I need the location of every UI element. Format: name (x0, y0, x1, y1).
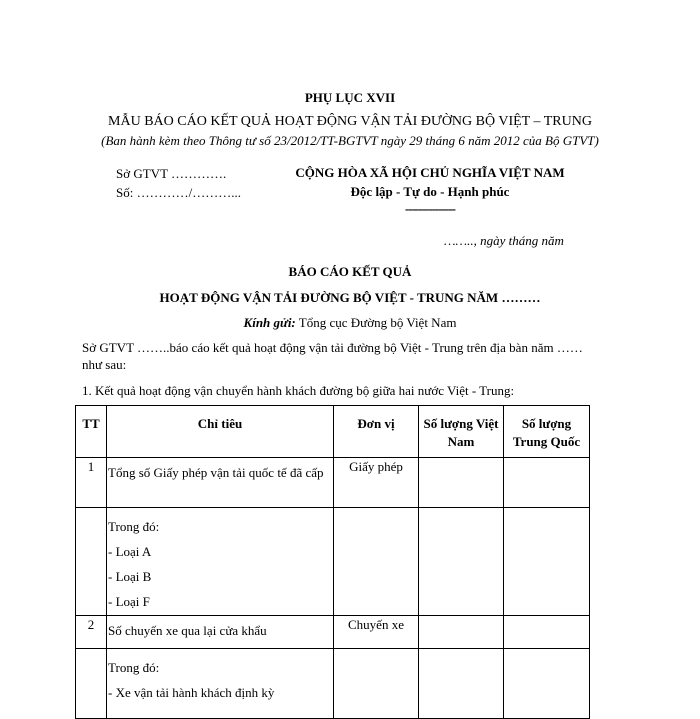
row-unit (334, 649, 419, 719)
row-cn-value (504, 616, 590, 649)
header-criteria: Chỉ tiêu (107, 406, 334, 458)
row-tt: 2 (76, 616, 107, 649)
intro-line-1: Sở GTVT ……..báo cáo kết quả hoạt động vận tải đường bộ Việt - Trung trên địa bàn năm …… (82, 340, 583, 355)
breakdown-item: - Xe vận tải hành khách định kỳ (108, 685, 275, 700)
breakdown-item: - Loại B (108, 569, 152, 584)
recipient-name: Tổng cục Đường bộ Việt Nam (295, 315, 457, 330)
row-vn-value (419, 649, 504, 719)
table-header-row (76, 406, 590, 458)
form-title: MẪU BÁO CÁO KẾT QUẢ HOẠT ĐỘNG VẬN TẢI ĐƯỜNG BỘ VIỆT – TRUNG (108, 114, 592, 129)
row-tt: 1 (76, 458, 107, 508)
row-cn-value (504, 649, 590, 719)
document-number: Số: …………/………... (116, 185, 241, 200)
motto-rule: --------------- (405, 201, 455, 216)
header-vn-count (419, 406, 504, 458)
table-row (76, 458, 590, 508)
intro-line-2: như sau: (82, 357, 127, 372)
national-name: CỘNG HÒA XÃ HỘI CHỦ NGHĨA VIỆT NAM (295, 165, 565, 180)
row-vn-value (419, 508, 504, 616)
header-vn-line1: Số lượng Việt (423, 416, 499, 431)
section-1-heading: 1. Kết quả hoạt động vận chuyển hành khách đường bộ giữa hai nước Việt - Trung: (82, 383, 515, 398)
appendix-title: PHỤ LỤC XVII (304, 90, 396, 105)
table-row (76, 649, 590, 719)
national-motto: Độc lập - Tự do - Hạnh phúc (350, 184, 510, 199)
row-criteria-breakdown (107, 508, 334, 616)
sender-dept: Sở GTVT …………. (116, 166, 227, 181)
header-cn-line1: Số lượng (521, 416, 572, 431)
issued-note: (Ban hành kèm theo Thông tư số 23/2012/TT-BGTVT ngày 29 tháng 6 năm 2012 của Bộ GTVT) (101, 133, 599, 148)
report-title: BÁO CÁO KẾT QUẢ (288, 264, 412, 279)
row-tt (76, 649, 107, 719)
header-unit: Đơn vị (334, 406, 419, 458)
row-unit: Chuyến xe (334, 616, 419, 649)
row-tt (76, 508, 107, 616)
date-line: …….., ngày tháng năm (444, 233, 564, 248)
header-cn-line2: Trung Quốc (512, 434, 581, 449)
report-table (75, 405, 590, 719)
breakdown-intro: Trong đó: (108, 519, 160, 534)
header-cn-count (504, 406, 590, 458)
header-vn-line2: Nam (447, 434, 475, 449)
recipient-line (0, 315, 700, 331)
breakdown-intro: Trong đó: (108, 660, 160, 675)
breakdown-item: - Loại F (108, 594, 150, 609)
row-cn-value (504, 458, 590, 508)
row-vn-value (419, 616, 504, 649)
row-cn-value (504, 508, 590, 616)
breakdown-item: - Loại A (108, 544, 152, 559)
header-tt: TT (76, 406, 107, 458)
table-row (76, 508, 590, 616)
table-row (76, 616, 590, 649)
row-criteria: Số chuyến xe qua lại cửa khẩu (107, 616, 334, 649)
report-subtitle: HOẠT ĐỘNG VẬN TẢI ĐƯỜNG BỘ VIỆT - TRUNG NĂM ……… (159, 290, 541, 305)
row-unit (334, 508, 419, 616)
row-unit: Giấy phép (334, 458, 419, 508)
row-vn-value (419, 458, 504, 508)
recipient-label: Kính gửi: (243, 315, 296, 330)
row-criteria-breakdown (107, 649, 334, 719)
row-criteria: Tổng số Giấy phép vận tải quốc tế đã cấp (107, 458, 334, 508)
